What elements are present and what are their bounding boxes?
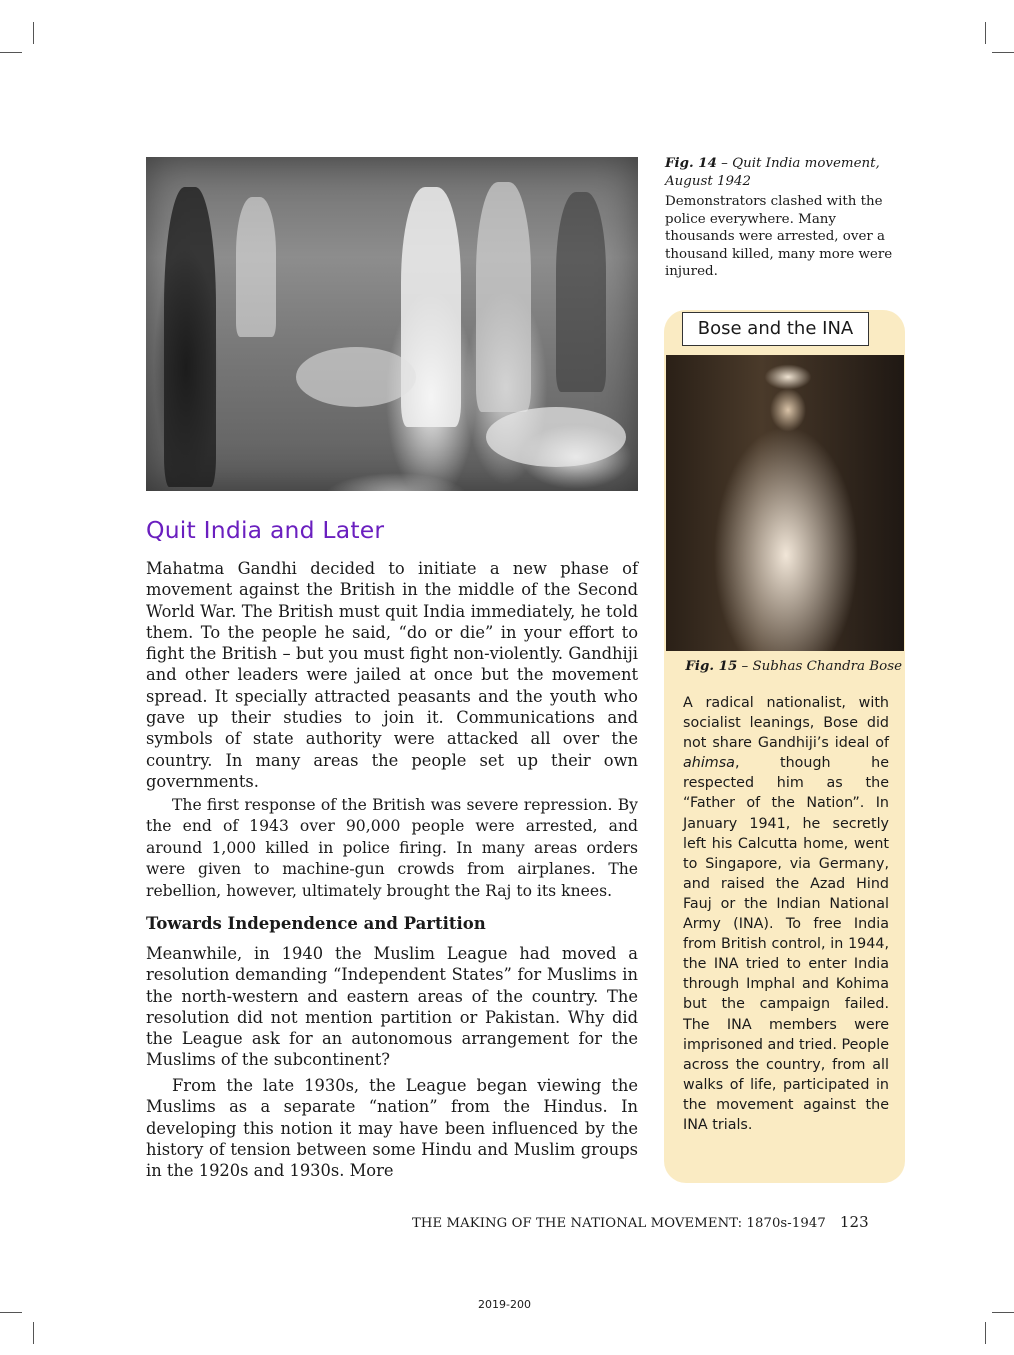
crop-mark — [0, 1312, 22, 1313]
paragraph-1-text: Mahatma Gandhi decided to initiate a new phase of movement against the British in the middle of the Second World War. The British must quit India immediately, he told them. To the people he said, “do or die” in your effort to fight the British – but you must fight non-violently. Gandhiji and other leaders were jailed at once but the movement spread. It specially attracted peasants and the youth who gave up their studies to join it. Communications and symbols of state authority were attacked all over the country. In many areas the people set up their own governments. — [146, 559, 638, 791]
figure-14-title-text: – Quit India movement, August 1942 — [665, 156, 880, 189]
figure-15-caption — [672, 658, 902, 674]
figure-14-description: Demonstrators clashed with the police everywhere. Many thousands were arrested, over a thousand killed, many more were injured. — [665, 194, 893, 279]
bose-text-part-1: A radical nationalist, with socialist leanings, Bose did not share Gandhiji’s ideal of — [683, 695, 889, 752]
paragraph-4-text: From the late 1930s, the League began viewing the Muslims as a separate “nation” from the Hindus. In developing this notion it may have been influenced by the history of tension between some Hindu and Muslim groups in the 1920s and 1930s. More — [146, 1076, 638, 1181]
bose-box-text — [683, 693, 889, 1135]
year-stamp: 2019-200 — [478, 1298, 531, 1311]
section-heading: Quit India and Later — [146, 516, 385, 544]
bose-box-title: Bose and the INA — [682, 312, 869, 346]
figure-15-label: Fig. 15 — [685, 658, 738, 674]
figure-14-caption — [665, 155, 900, 281]
quit-india-photo — [146, 157, 638, 491]
crop-mark — [985, 1322, 986, 1344]
paragraph-1 — [146, 558, 638, 792]
paragraph-2-text: The first response of the British was severe repression. By the end of 1943 over 90,000 people were arrested, and around 1,000 killed in police firing. In many areas orders were given to machine-gun crowds from airplanes. The rebellion, however, ultimately brought the Raj to its knees. — [146, 796, 638, 900]
figure-14-label: Fig. 14 — [665, 155, 717, 171]
paragraph-3 — [146, 943, 638, 1071]
crop-mark — [33, 1322, 34, 1344]
subheading: Towards Independence and Partition — [146, 914, 486, 933]
crop-mark — [992, 1312, 1014, 1313]
figure-15-title: – Subhas Chandra Bose — [737, 659, 902, 674]
page-footer — [412, 1213, 904, 1231]
crop-mark — [0, 52, 22, 53]
bose-text-italic: ahimsa — [683, 755, 735, 772]
crop-mark — [992, 52, 1014, 53]
paragraph-3-text: Meanwhile, in 1940 the Muslim League had moved a resolution demanding “Independent States” for Muslims in the north-western and eastern areas of the country. The resolution did not mention partition or Pakistan. Why did the League ask for an autonomous arrangement for the Muslims of the subcontinent? — [146, 944, 638, 1070]
subhas-chandra-bose-photo — [666, 355, 904, 651]
paragraph-2 — [146, 795, 638, 902]
crop-mark — [985, 22, 986, 44]
crop-mark — [33, 22, 34, 44]
running-title: THE MAKING OF THE NATIONAL MOVEMENT: 1870s-1947 — [412, 1216, 826, 1231]
figure-14-title — [665, 155, 900, 190]
page-number: 123 — [839, 1213, 869, 1231]
bose-text-part-2: , though he respected him as the “Father of the Nation”. In January 1941, he secretly left his Calcutta home, went to Singapore, via Germany, and raised the Azad Hind Fauj or the Indian National Army (INA). To free India from British control, in 1944, the INA tried to enter India through Imphal and Kohima but the campaign failed. The INA members were imprisoned and tried. People across the country, from all walks of life, participated in the movement against the INA trials. — [683, 755, 889, 1133]
paragraph-4 — [146, 1075, 638, 1181]
